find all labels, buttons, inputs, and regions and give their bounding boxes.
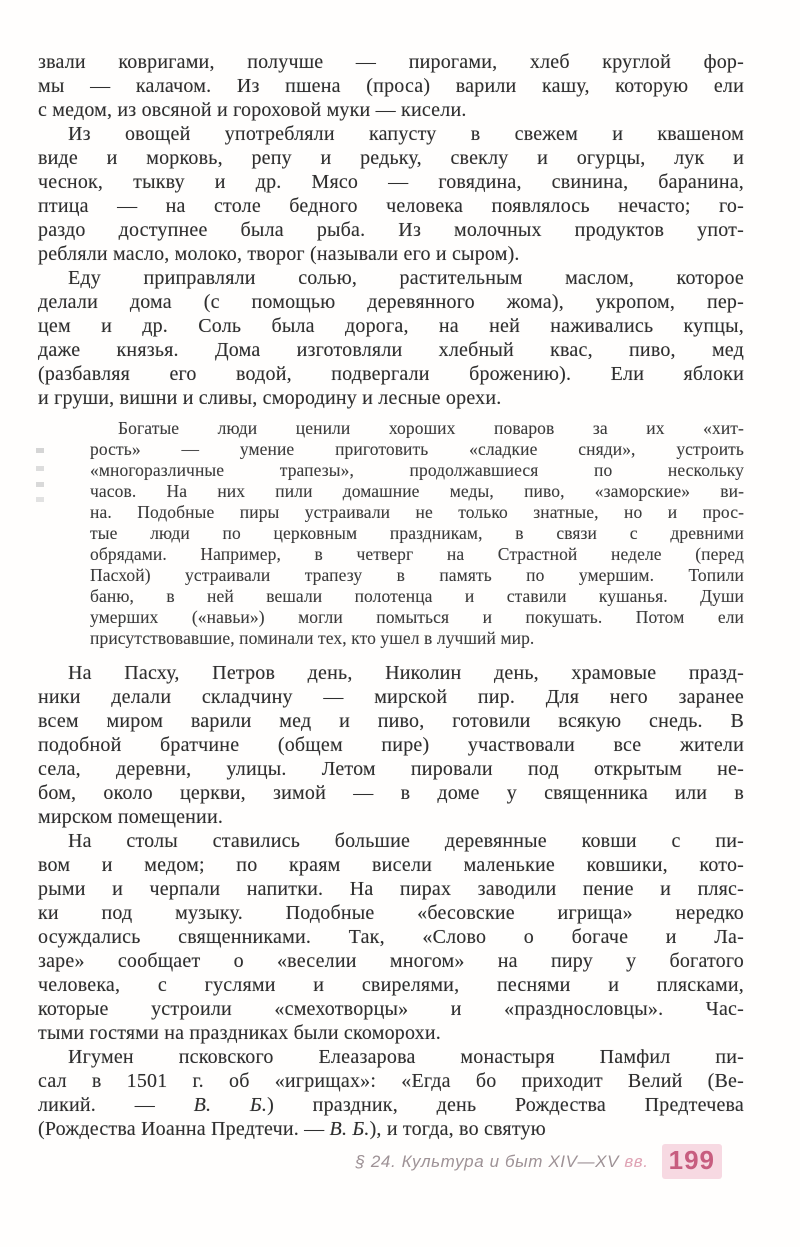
text-column — [38, 50, 744, 1141]
text-line: с медом, из овсяной и гороховой муки — кисели. — [38, 99, 467, 121]
italic-text-segment: В. Б. — [329, 1118, 370, 1140]
text-line: баню, в ней вешали полотенца и ставили кушанья. Души — [90, 586, 744, 606]
text-line: осуждались священниками. Так, «Слово о богаче и Ла- — [38, 926, 744, 948]
text-line: звали ковригами, получше — пирогами, хлеб круглой фор- — [38, 51, 744, 73]
text-line: ребляли масло, молоко, творог (называли его и сыром). — [38, 243, 520, 265]
text-line: виде и морковь, репу и редьку, свеклу и огурцы, лук и — [38, 147, 744, 169]
text-line: обрядами. Например, в четверг на Страстной неделе (перед — [90, 544, 744, 564]
text-line: умерших («навьи») могли помыться и покушать. Потом ели — [90, 607, 744, 627]
text-line: чеснок, тыкву и др. Мясо — говядина, свинина, баранина, — [38, 171, 744, 193]
text-line: На столы ставились большие деревянные ковши с пи- — [68, 830, 744, 852]
text-line: бом, около церкви, зимой — в доме у священника или в — [38, 782, 744, 804]
text-line: На Пасху, Петров день, Николин день, храмовые празд- — [68, 662, 744, 684]
italic-text-segment: В. Б. — [193, 1094, 268, 1116]
text-line: раздо доступнее была рыба. Из молочных продуктов упот- — [38, 219, 744, 241]
text-line: ки под музыку. Подобные «бесовские игрища» нередко — [38, 902, 744, 924]
text-segment: ) праздник, день Рождества Предтечева — [267, 1094, 744, 1116]
text-line: подобной братчине (общем пире) участвовали все жители — [38, 734, 744, 756]
text-line: делали дома (с помощью деревянного жома), укропом, пер- — [38, 291, 744, 313]
section-footer-suffix: вв. — [619, 1151, 649, 1171]
text-line: мы — калачом. Из пшена (проса) варили кашу, которую ели — [38, 75, 744, 97]
text-line: всем миром варили мед и пиво, готовили всякую снедь. В — [38, 710, 744, 732]
paragraph-bread — [38, 50, 744, 122]
text-line: Пасхой) устраивали трапезу в память по умершим. Топили — [90, 565, 744, 585]
page-number: 199 — [662, 1144, 722, 1179]
text-line: которые устроили «смехотворцы» и «празднословцы». Час- — [38, 998, 744, 1020]
paragraph-vegetables-meat — [38, 122, 744, 266]
paragraph-seasoning — [38, 266, 744, 410]
text-line — [38, 1093, 744, 1117]
text-line: часов. На них пили домашние меды, пиво, «заморские» ви- — [90, 481, 744, 501]
text-line: Из овощей употребляли капусту в свежем и квашеном — [68, 123, 744, 145]
text-line: тыми гостями на праздниках были скоморохи. — [38, 1022, 441, 1044]
text-line: Богатые люди ценили хороших поваров за их «хит- — [118, 418, 744, 438]
text-line: человека, с гуслями и свирелями, песнями и плясками, — [38, 974, 744, 996]
text-line: присутствовавшие, поминали тех, кто ушел в лучший мир. — [90, 628, 535, 648]
text-line: Игумен псковского Елеазарова монастыря Памфил пи- — [68, 1046, 744, 1068]
text-line: даже князья. Дома изготовляли хлебный квас, пиво, мед — [38, 339, 744, 361]
text-line: птица — на столе бедного человека появлялось нечасто; го- — [38, 195, 744, 217]
text-line: сал в 1501 г. об «игрищах»: «Егда бо приходит Велий (Ве- — [38, 1070, 744, 1092]
text-segment: ), и тогда, во святую — [369, 1118, 546, 1140]
paragraph-smallprint-feasts — [90, 418, 744, 649]
text-line: (разбавляя его водой, подвергали брожению). Ели яблоки — [38, 363, 744, 385]
text-line: рость» — умение приготовить «сладкие сняди», устроить — [90, 439, 744, 459]
text-segment: (Рождества Иоанна Предтечи. — — [38, 1118, 330, 1140]
text-line: Еду приправляли солью, растительным маслом, которое — [68, 267, 744, 289]
text-segment: ликий. — — [38, 1094, 194, 1116]
text-line: заре» сообщает о «веселии многом» на пиру у богатого — [38, 950, 744, 972]
text-line: ники делали складчину — мирской пир. Для него заранее — [38, 686, 744, 708]
section-footer-text: § 24. Культура и быт XIV—XV — [355, 1151, 620, 1171]
text-line: мирском помещении. — [38, 806, 224, 828]
paragraph-mirskoy-pir — [38, 661, 744, 829]
page-footer — [355, 1144, 722, 1179]
section-footer-label — [355, 1152, 648, 1172]
paragraph-pamfil — [38, 1045, 744, 1141]
text-line: «многоразличные трапезы», продолжавшиеся по нескольку — [90, 460, 744, 480]
text-line — [38, 1117, 744, 1141]
text-line: села, деревни, улицы. Летом пировали под открытым не- — [38, 758, 744, 780]
text-line: тые люди по церковным праздникам, в связи с древними — [90, 523, 744, 543]
text-line: рыми и черпали напитки. На пирах заводили пение и пляс- — [38, 878, 744, 900]
text-line: цем и др. Соль была дорога, на ней наживались купцы, — [38, 315, 744, 337]
paragraph-tables-skomorokhi — [38, 829, 744, 1045]
text-line: вом и медом; по краям висели маленькие ковшики, кото- — [38, 854, 744, 876]
text-line: и груши, вишни и сливы, смородину и лесные орехи. — [38, 387, 502, 409]
text-line: на. Подобные пиры устраивали не только знатные, но и прос- — [90, 502, 744, 522]
